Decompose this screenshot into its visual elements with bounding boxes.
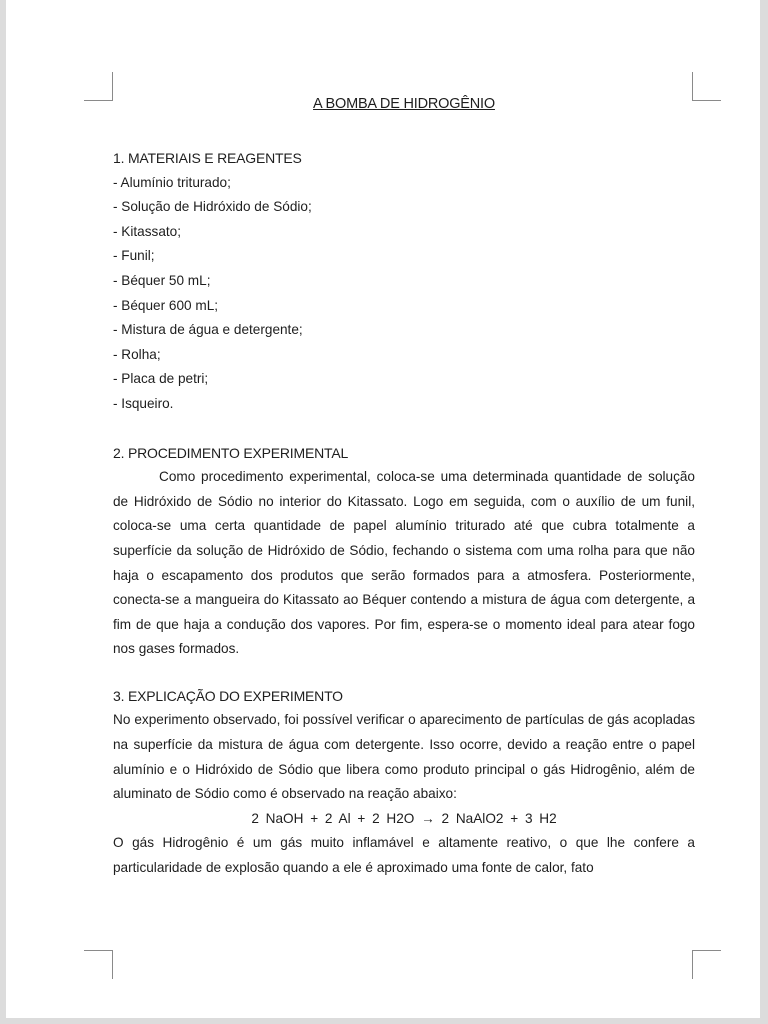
list-item: - Mistura de água e detergente; xyxy=(113,322,303,338)
margin-corner-top-right xyxy=(692,72,721,101)
list-item: - Béquer 50 mL; xyxy=(113,272,211,288)
margin-corner-bottom-right xyxy=(692,950,721,979)
spacer xyxy=(113,662,695,684)
list-item: - Kitassato; xyxy=(113,223,181,239)
section-heading-materials: 1. MATERIAIS E REAGENTES xyxy=(113,150,302,166)
list-item: - Placa de petri; xyxy=(113,371,209,387)
procedure-paragraph: Como procedimento experimental, coloca-se uma determinada quantidade de solução de Hidróxido de Sódio no interior do Kitassato. Logo em seguida, com o auxílio de um funil, coloca-se uma certa quantidade de papel alumínio triturado até que cubra totalmente a superfície da solução de Hidróxido de Sódio, fechando o sistema com uma rolha para que não haja o escapamento dos produtos que serão formados para a atmosfera. Posteriormente, conecta-se a mangueira do Kitassato ao Béquer contendo a mistura de água com detergente, a fim de que haja a condução dos vapores. Por fim, espera-se o momento ideal para atear fogo nos gases formados. xyxy=(113,469,695,657)
spacer xyxy=(113,417,695,441)
list-item: - Solução de Hidróxido de Sódio; xyxy=(113,199,312,215)
margin-corner-top-left xyxy=(84,72,113,101)
document-page xyxy=(6,0,760,1018)
explanation-paragraph: No experimento observado, foi possível verificar o aparecimento de partículas de gás acopladas na superfície da mistura de água com detergente. Isso ocorre, devido a reação entre o papel alumínio e o Hidróxido de Sódio que libera como produto principal o gás Hidrogênio, além de aluminato de Sódio como é observado na reação abaixo: xyxy=(113,712,695,802)
materials-list xyxy=(113,171,695,417)
list-item: - Béquer 600 mL; xyxy=(113,297,219,313)
chemical-equation: 2 NaOH + 2 Al + 2 H2O → 2 NaAlO2 + 3 H2 xyxy=(251,810,557,826)
list-item: - Rolha; xyxy=(113,346,161,362)
section-heading-procedure: 2. PROCEDIMENTO EXPERIMENTAL xyxy=(113,444,349,461)
list-item: - Alumínio triturado; xyxy=(113,174,231,190)
section-heading-explanation: 3. EXPLICAÇÃO DO EXPERIMENTO xyxy=(113,687,343,704)
document-body xyxy=(113,96,695,881)
list-item: - Isqueiro. xyxy=(113,395,174,411)
document-title: A BOMBA DE HIDROGÊNIO xyxy=(313,96,495,112)
list-item: - Funil; xyxy=(113,248,155,264)
explanation-paragraph-continued: O gás Hidrogênio é um gás muito inflamável e altamente reativo, o que lhe confere a particularidade de explosão quando a ele é aproximado uma fonte de calor, fato xyxy=(113,835,695,876)
margin-corner-bottom-left xyxy=(84,950,113,979)
